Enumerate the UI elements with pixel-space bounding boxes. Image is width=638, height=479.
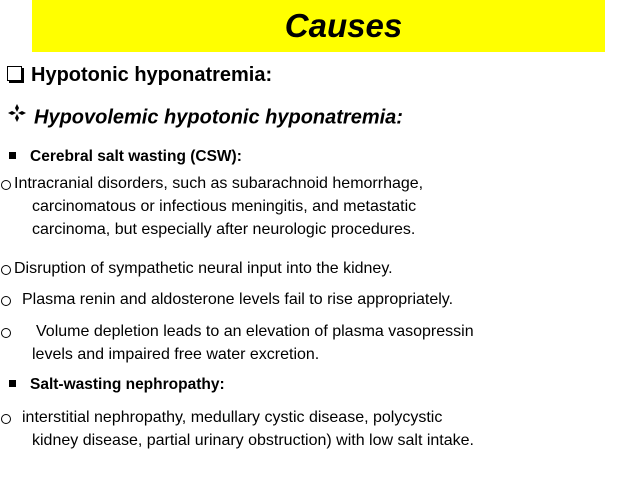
circle-bullet-icon bbox=[1, 265, 11, 275]
square-bullet-icon bbox=[9, 380, 16, 387]
list-item bbox=[0, 320, 630, 367]
list-item-line: carcinomatous or infectious meningitis, and metastatic bbox=[32, 198, 417, 215]
section-csw-title: Cerebral salt wasting (CSW): bbox=[30, 148, 242, 165]
list-item bbox=[0, 172, 630, 242]
list-item-line: interstitial nephropathy, medullary cystic disease, polycystic bbox=[22, 409, 443, 426]
checkbox-icon bbox=[7, 66, 22, 81]
title-banner bbox=[32, 0, 605, 52]
circle-bullet-icon bbox=[1, 328, 11, 338]
list-item bbox=[0, 406, 630, 453]
list-item-line: Volume depletion leads to an elevation of plasma vasopressin bbox=[36, 323, 474, 340]
heading-hypotonic-text: Hypotonic hyponatremia: bbox=[31, 64, 273, 86]
heading-hypotonic bbox=[0, 64, 272, 87]
heading-hypovolemic bbox=[0, 106, 403, 130]
list-item bbox=[0, 257, 630, 281]
section-nephropathy-title: Salt-wasting nephropathy: bbox=[30, 376, 225, 393]
circle-bullet-icon bbox=[1, 180, 11, 190]
list-item-line: levels and impaired free water excretion. bbox=[32, 346, 320, 363]
section-nephropathy-heading bbox=[0, 376, 225, 394]
list-item bbox=[0, 288, 630, 312]
list-item-line: Disruption of sympathetic neural input into the kidney. bbox=[14, 260, 393, 277]
section-csw-heading bbox=[0, 148, 242, 166]
list-item-line: carcinoma, but especially after neurologic procedures. bbox=[32, 221, 416, 238]
list-item-line: kidney disease, partial urinary obstruction) with low salt intake. bbox=[32, 432, 474, 449]
heading-hypovolemic-text: Hypovolemic hypotonic hyponatremia: bbox=[34, 106, 403, 129]
slide-title: Causes bbox=[284, 7, 403, 44]
list-item-line: Intracranial disorders, such as subarachnoid hemorrhage, bbox=[14, 175, 424, 192]
list-item-line: Plasma renin and aldosterone levels fail to rise appropriately. bbox=[22, 291, 454, 308]
circle-bullet-icon bbox=[1, 296, 11, 306]
square-bullet-icon bbox=[9, 152, 16, 159]
circle-bullet-icon bbox=[1, 414, 11, 424]
diamond-cluster-icon bbox=[8, 104, 26, 128]
